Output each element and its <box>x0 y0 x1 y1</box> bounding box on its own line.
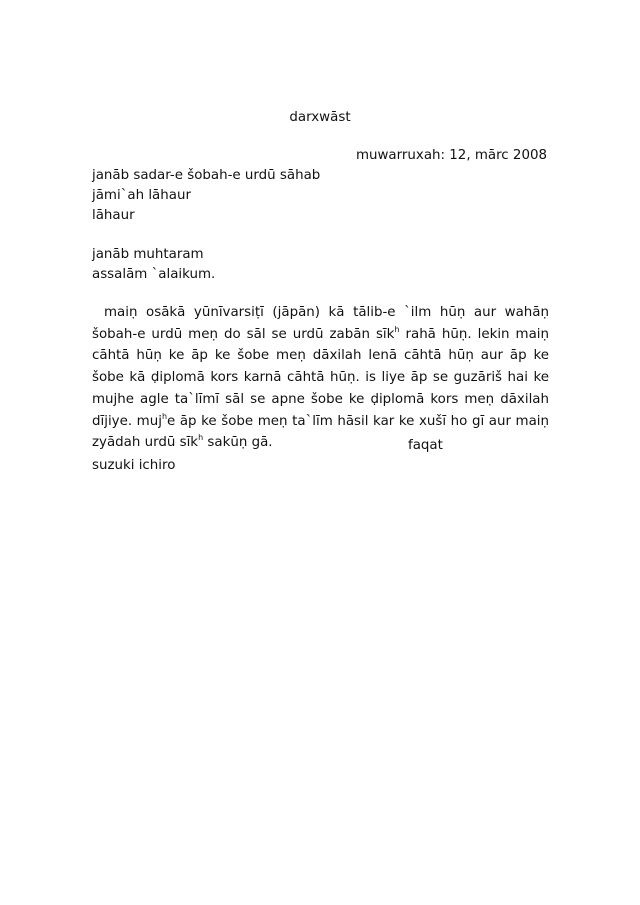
recipient-line-1: janāb sadar-e šobah-e urdū sāhab <box>92 168 321 183</box>
letter-body <box>92 302 549 454</box>
body-superscript-1: h <box>394 324 400 334</box>
body-text-1: maiṇ osākā yūnīvarsiṭī (jāpān) kā tālib-e `ilm hūṇ aur wahāṇ šobah-e urdū meṇ do sāl se urdū zabān sīk <box>92 305 549 342</box>
body-superscript-3: h <box>198 433 204 443</box>
recipient-line-3: lāhaur <box>92 208 135 223</box>
letter-title: darxwāst <box>289 110 351 125</box>
body-text-3: e āp ke šobe meṇ ta`līm hāsil kar ke xušī ho gī aur maiṇ zyādah urdū sīk <box>92 413 550 451</box>
salutation-line-1: janāb muhtaram <box>92 247 204 262</box>
letter-signature: suzuki ichiro <box>92 458 176 473</box>
body-superscript-2: h <box>161 411 168 421</box>
salutation-line-2: assalām `alaikum. <box>92 267 216 282</box>
body-text-2: rahā hūṇ. lekin maiṇ cāhtā hūṇ ke āp ke šobe meṇ dāxilah lenā cāhtā hūṇ aur āp ke šobe kā ḍiplomā kors karnā cāhtā hūṇ. is liye āp se guzāriš hai ke mujhe agle ta`līmī sāl se apne šobe ke ḍiplomā kors meṇ dāxilah dījiye. muj <box>92 326 549 429</box>
letter-date: muwarruxah: 12, mārc 2008 <box>355 148 547 163</box>
recipient-line-2: jāmi`ah lāhaur <box>92 188 191 203</box>
letter-closing: faqat <box>408 438 443 453</box>
body-text-4: sakūṇ gā. <box>203 435 273 451</box>
